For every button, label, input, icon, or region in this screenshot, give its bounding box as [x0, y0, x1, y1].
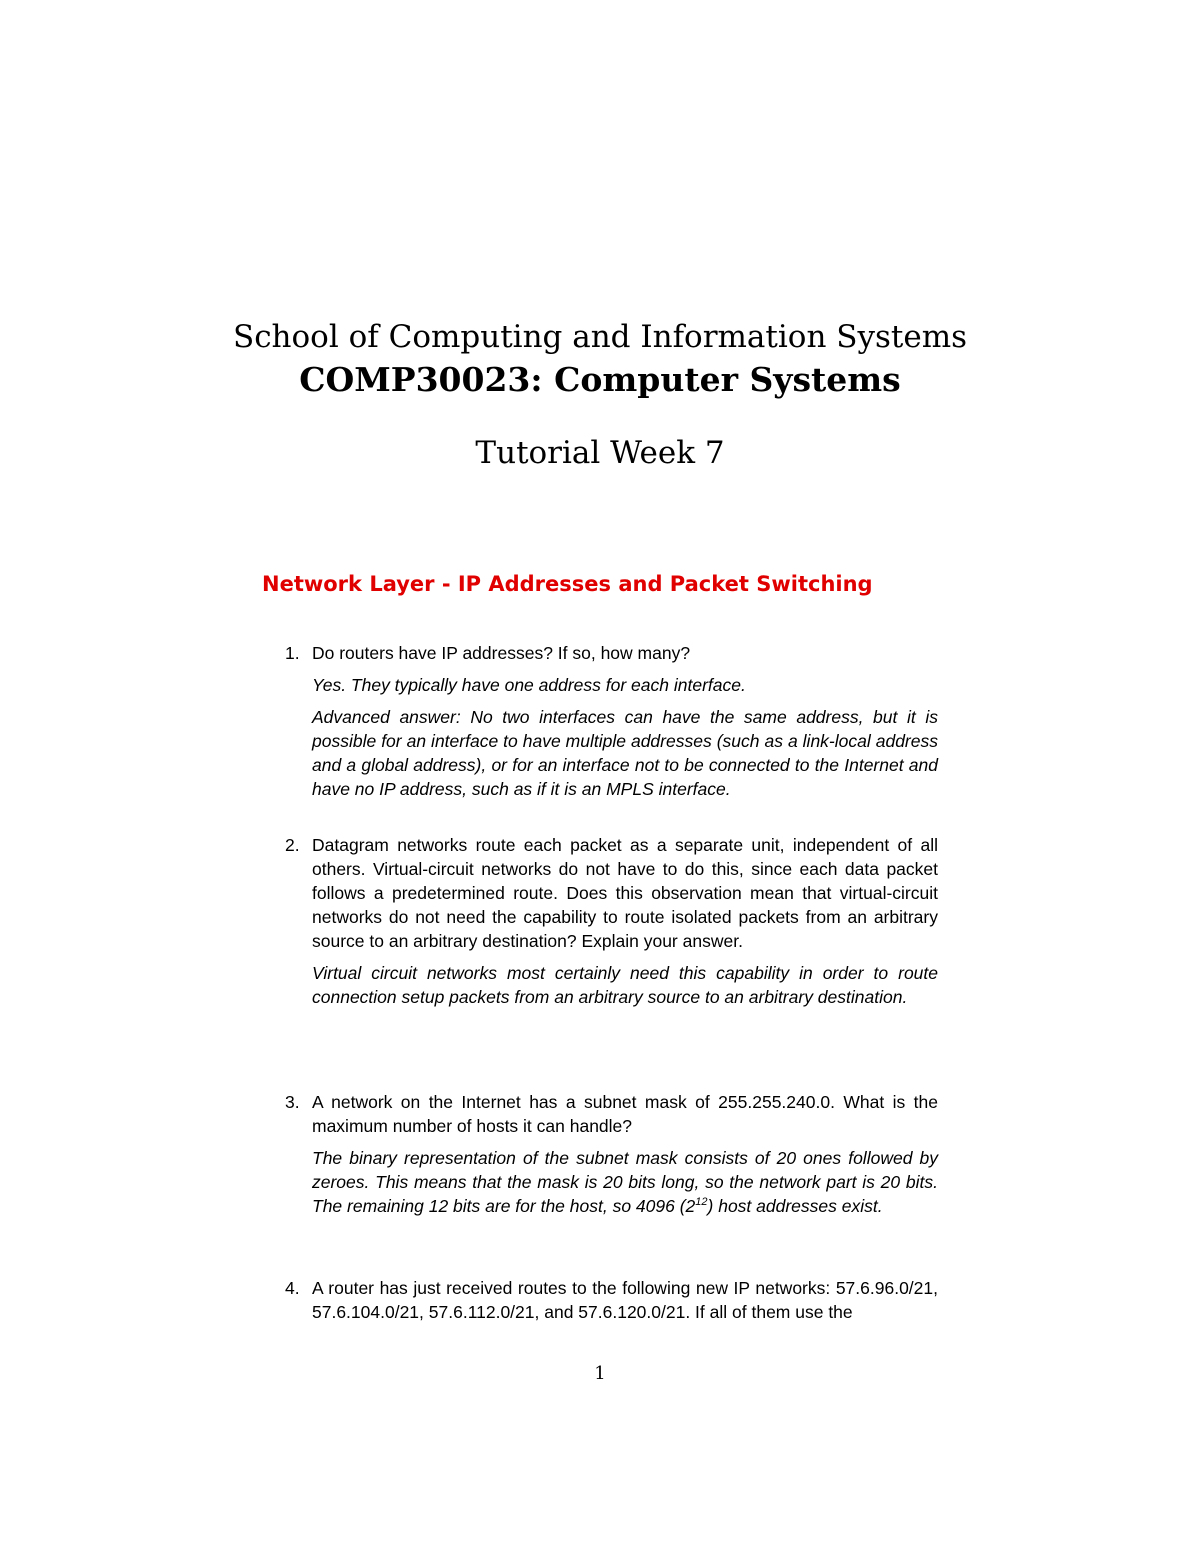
school-name: School of Computing and Information Systems [232, 319, 968, 355]
question-number: 3. [285, 1092, 300, 1112]
answer-text: Yes. They typically have one address for each interface. [312, 675, 746, 695]
advanced-answer-text: Advanced answer: No two interfaces can have the same address, but it is possible for an interface to have multiple addresses (such as a link-local address and a global address), or for an interface not to be connected to the Internet and have no IP address, such as if it is an MPLS interface. [312, 707, 938, 799]
answer-text-before: The binary representation of the subnet mask consists of 20 ones followed by zeroes. This means that the mask is 20 bits long, so the network part is 20 bits. The remaining 12 bits are for the host, so 4096 (2 [312, 1148, 938, 1216]
answer-text: Virtual circuit networks most certainly need this capability in order to route connection setup packets from an arbitrary source to an arbitrary destination. [312, 963, 938, 1007]
answer-text [312, 1146, 938, 1218]
question-1 [285, 641, 940, 801]
question-text: Do routers have IP addresses? If so, how many? [312, 643, 691, 663]
question-text: A router has just received routes to the following new IP networks: 57.6.96.0/21, 57.6.104.0/21, 57.6.112.0/21, and 57.6.120.0/21. If all of them use the [312, 1278, 938, 1322]
question-number: 2. [285, 835, 300, 855]
question-text: A network on the Internet has a subnet mask of 255.255.240.0. What is the maximum number of hosts it can handle? [312, 1092, 938, 1136]
page-number: 1 [594, 1363, 606, 1384]
section-heading: Network Layer - IP Addresses and Packet Switching [262, 572, 873, 596]
answer-text-after: ) host addresses exist. [707, 1196, 883, 1216]
course-title: COMP30023: Computer Systems [299, 360, 901, 399]
question-3 [285, 1090, 940, 1218]
tutorial-title: Tutorial Week 7 [475, 435, 725, 471]
question-text: Datagram networks route each packet as a separate unit, independent of all others. Virtual-circuit networks do not have to do this, since each data packet follows a predetermined route. Does this observation mean that virtual-circuit networks do not need the capability to route isolated packets from an arbitrary source to an arbitrary destination? Explain your answer. [312, 835, 938, 951]
question-2 [285, 833, 940, 1009]
question-number: 4. [285, 1278, 300, 1298]
question-4 [285, 1276, 940, 1324]
answer-exponent: 12 [695, 1196, 708, 1209]
question-number: 1. [285, 643, 300, 663]
